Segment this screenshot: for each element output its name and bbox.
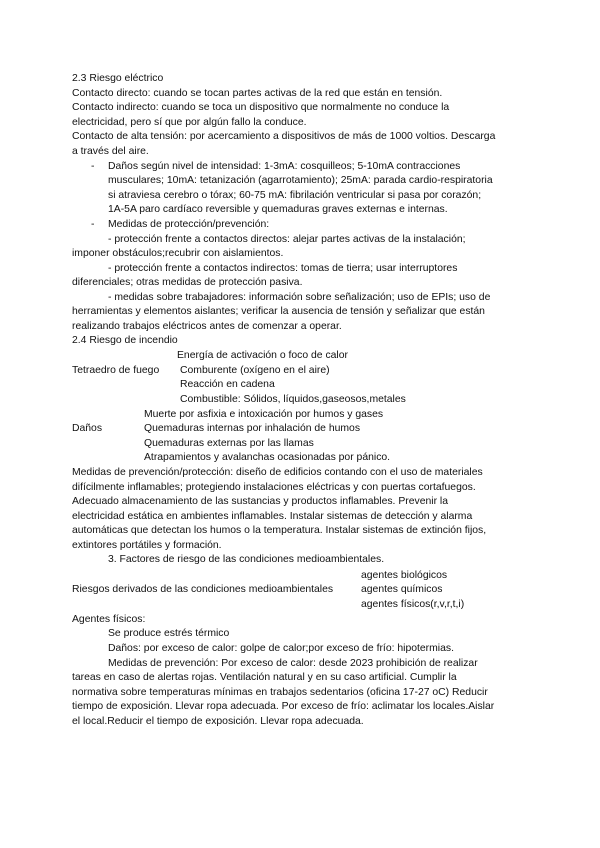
section-title-fire: 2.4 Riesgo de incendio: [72, 335, 178, 346]
text-line: musculares; 10mA: tetanización (agarrotamiento); 25mA: parada cardio-respiratoria: [108, 175, 493, 186]
agent-item: agentes físicos(r,v,r,t,i): [361, 599, 465, 610]
text-line: herramientas y elementos aislantes; verificar la ausencia de tensión y señalizar que están: [72, 306, 485, 317]
text-line: Contacto indirecto: cuando se toca un dispositivo que normalmente no conduce la: [72, 102, 450, 113]
text-line: difícilmente inflamables; protegiendo instalaciones eléctricas y con puertas cortafuegos.: [72, 482, 476, 493]
danos-item: Atrapamientos y avalanchas ocasionadas por pánico.: [144, 452, 391, 463]
text-line: 1A-5A paro cardíaco reversible y quemaduras graves externas e internas.: [108, 204, 448, 215]
text-line: - protección frente a contactos indirectos: tomas de tierra; usar interruptores: [108, 263, 458, 274]
section-title-electric: 2.3 Riesgo eléctrico: [72, 73, 164, 84]
tetra-item: Energía de activación o foco de calor: [177, 350, 348, 361]
text-line: electricidad, pero sí que por algún fallo la conduce.: [72, 117, 307, 128]
text-line: imponer obstáculos;recubrir con aislamientos.: [72, 248, 284, 259]
text-line: Medidas de prevención: Por exceso de calor: desde 2023 prohibición de realizar: [108, 658, 478, 669]
text-line: Se produce estrés térmico: [108, 628, 230, 639]
text-line: Medidas de protección/prevención:: [108, 219, 270, 230]
danos-item: Muerte por asfixia e intoxicación por humos y gases: [144, 409, 384, 420]
text-line: el local.Reducir el tiempo de exposición. Llevar ropa adecuada.: [72, 716, 364, 727]
text-line: diferenciales; otras medidas de protección pasiva.: [72, 277, 303, 288]
bullet-dash: -: [91, 161, 95, 172]
text-line: tareas en caso de alertas rojas. Ventilación natural y en su caso artificial. Cumplir la: [72, 672, 457, 683]
tetra-item: Combustible: Sólidos, líquidos,gaseosos,metales: [180, 394, 406, 405]
text-line: electricidad estática en ambientes inflamables. Instalar sistemas de detección y alarma: [72, 511, 473, 522]
text-line: tiempo de exposición. Llevar ropa adecuada. Por exceso de frío: aclimatar los locales.Aislar: [72, 701, 495, 712]
agent-item: agentes biológicos: [361, 570, 448, 581]
agent-item: agentes químicos: [361, 584, 443, 595]
env-label: Riesgos derivados de las condiciones medioambientales: [72, 584, 334, 595]
text-line: realizando trabajos eléctricos antes de comenzar a operar.: [72, 321, 342, 332]
text-line: Contacto directo: cuando se tocan partes activas de la red que están en tensión.: [72, 88, 443, 99]
tetra-label: Tetraedro de fuego: [72, 365, 160, 376]
tetra-item: Reacción en cadena: [180, 379, 275, 390]
danos-label: Daños: [72, 423, 103, 434]
text-line: automáticas que detectan los humos o la temperatura. Instalar sistemas de extinción fijos,: [72, 525, 487, 536]
danos-item: Quemaduras externas por las llamas: [144, 438, 314, 449]
text-line: Adecuado almacenamiento de las sustancias y productos inflamables. Prevenir la: [72, 496, 449, 507]
text-line: Agentes físicos:: [72, 614, 146, 625]
text-line: si atraviesa cerebro o tórax; 60-75 mA: fibrilación ventricular si pasa por corazón;: [108, 190, 482, 201]
text-line: - protección frente a contactos directos: alejar partes activas de la instalación;: [108, 234, 466, 245]
text-line: a través del aire.: [72, 146, 149, 157]
tetra-item: Comburente (oxígeno en el aire): [180, 365, 330, 376]
text-line: Medidas de prevención/protección: diseño de edificios contando con el uso de materiales: [72, 467, 483, 478]
bullet-dash: -: [91, 219, 95, 230]
text-line: Daños según nivel de intensidad: 1-3mA: cosquilleos; 5-10mA contracciones: [108, 161, 461, 172]
text-line: normativa sobre temperaturas mínimas en trabajos sedentarios (oficina 17-27 oC) Reducir: [72, 687, 488, 698]
text-line: - medidas sobre trabajadores: información sobre señalización; uso de EPIs; uso de: [108, 292, 491, 303]
text-line: extintores portátiles y formación.: [72, 540, 222, 551]
text-line: Contacto de alta tensión: por acercamiento a dispositivos de más de 1000 voltios. Descarga: [72, 131, 496, 142]
section-title-env: 3. Factores de riesgo de las condiciones medioambientales.: [108, 554, 385, 565]
text-line: Daños: por exceso de calor: golpe de calor;por exceso de frío: hipotermias.: [108, 643, 454, 654]
danos-item: Quemaduras internas por inhalación de humos: [144, 423, 361, 434]
